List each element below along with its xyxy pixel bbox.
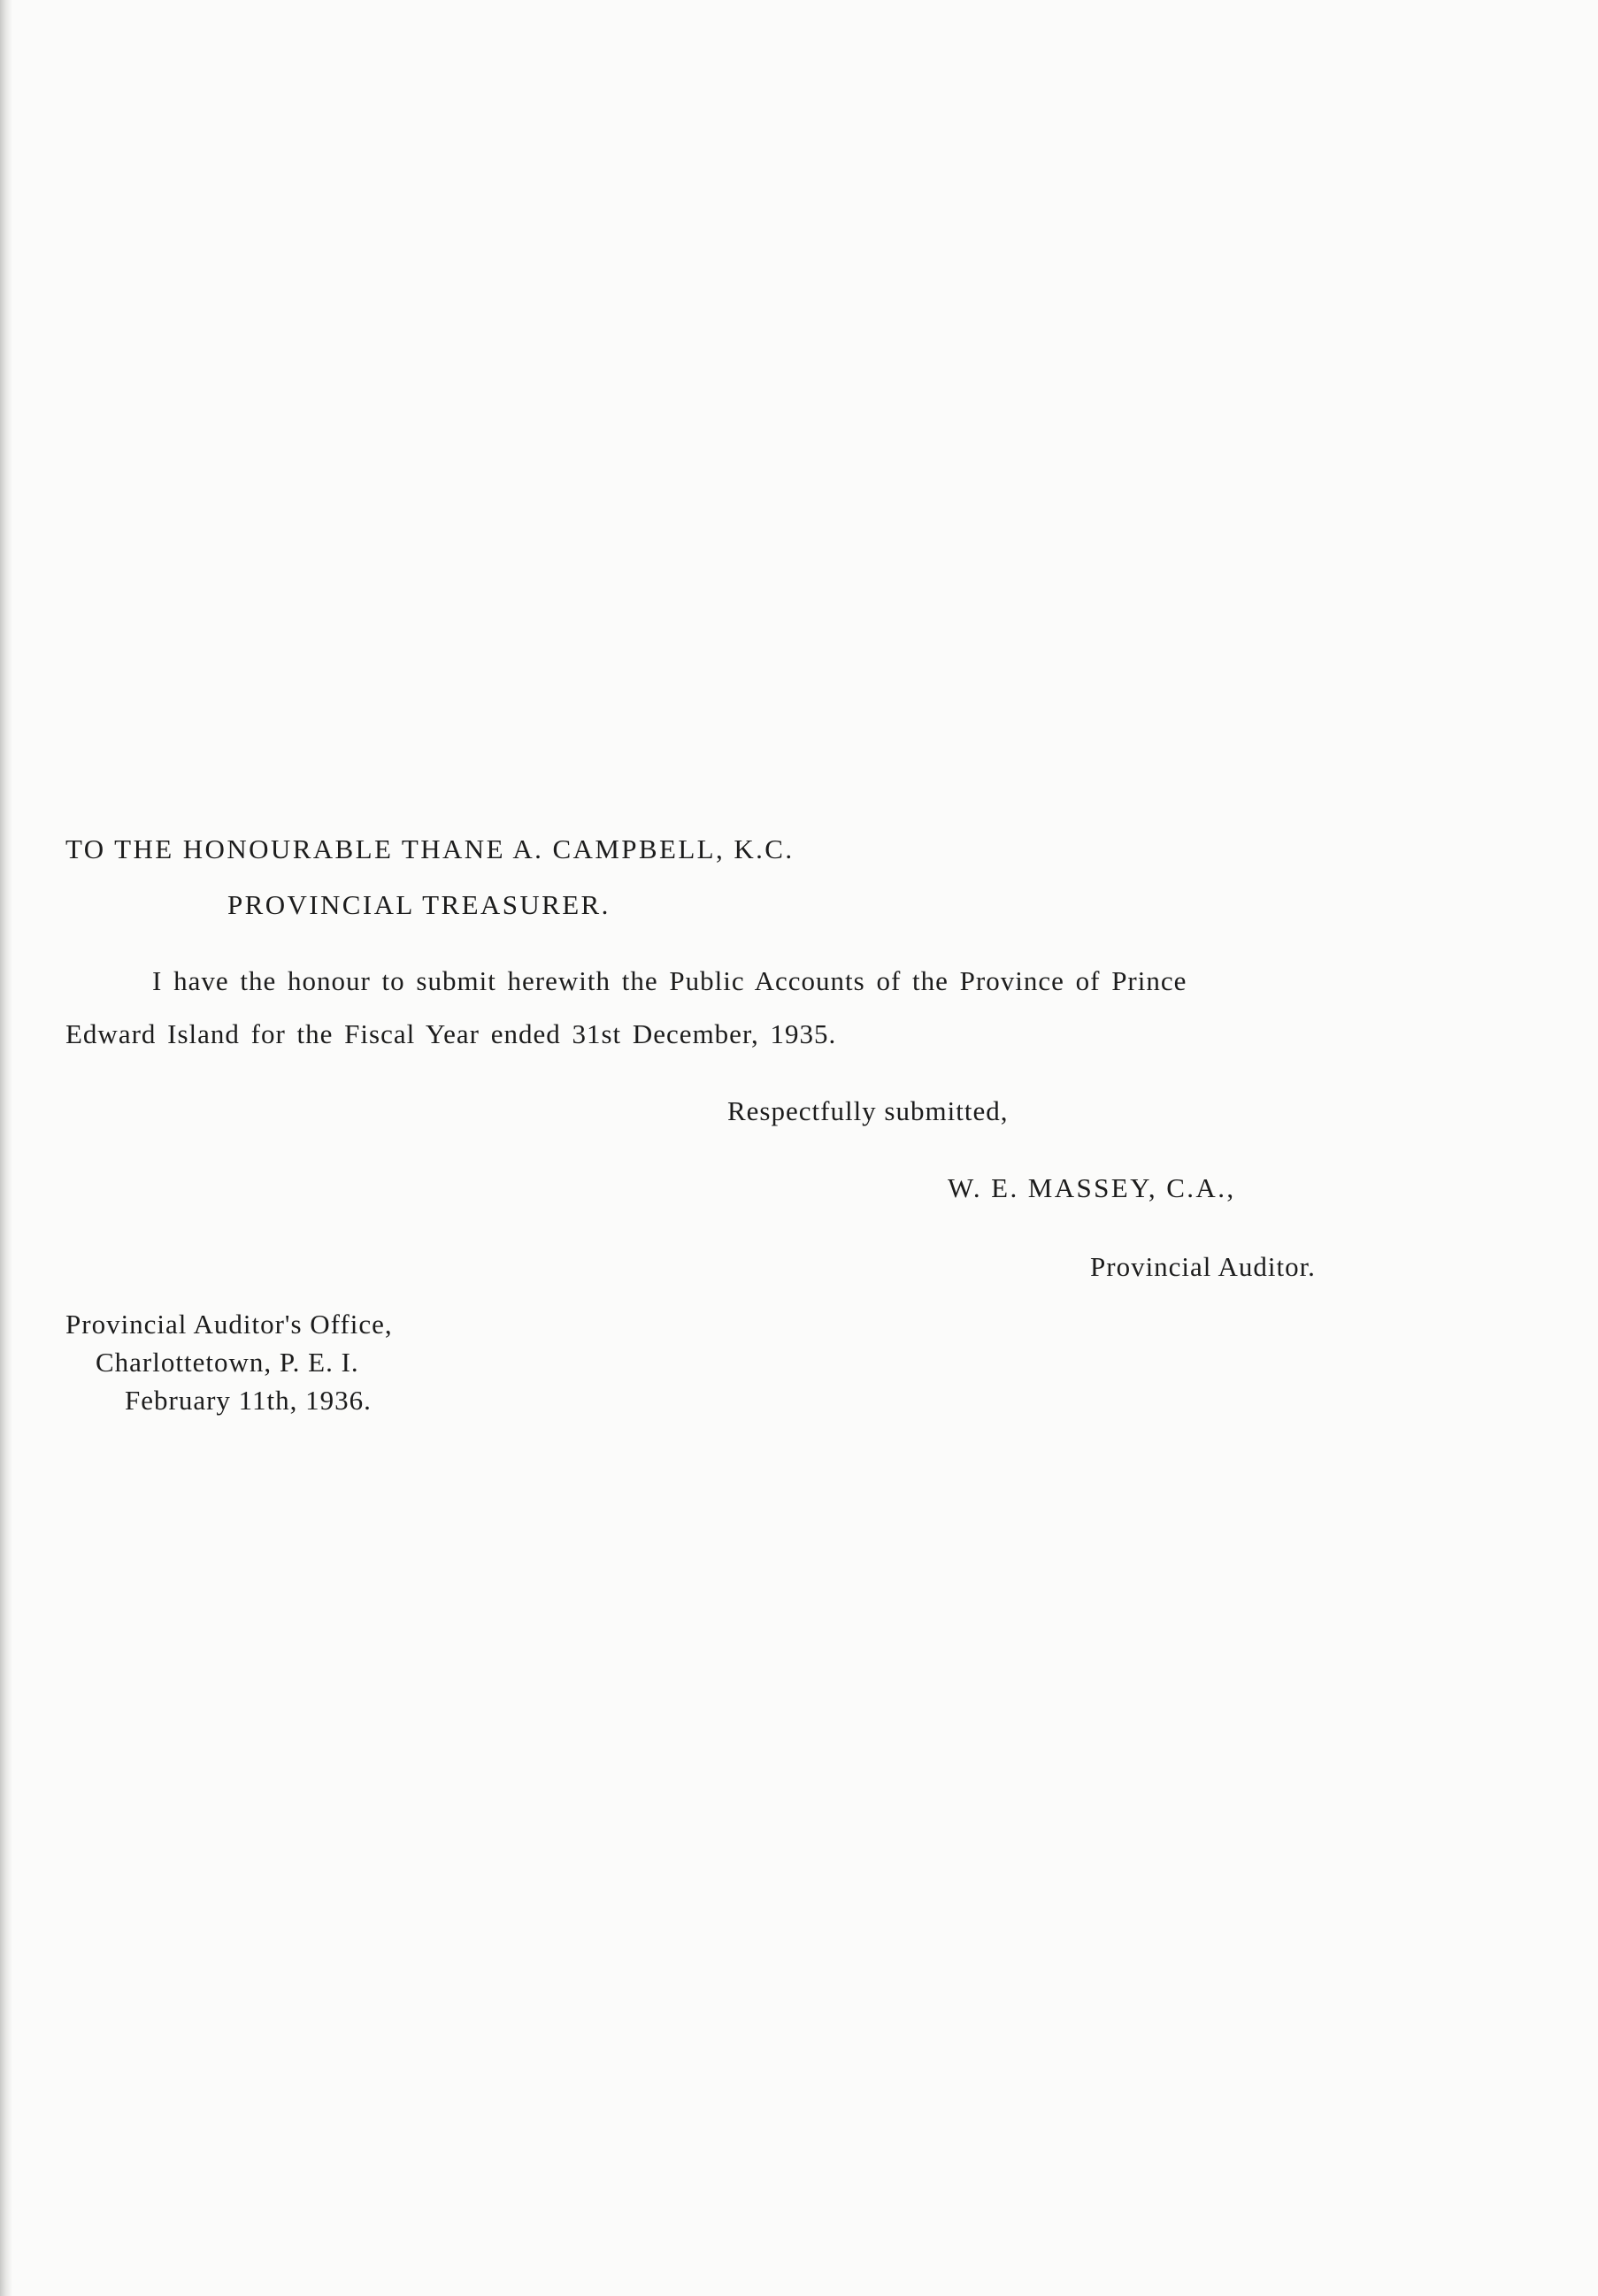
body-line-2: Edward Island for the Fiscal Year ended 31st December, 1935. <box>65 1018 837 1049</box>
office-date-line: February 11th, 1936. <box>125 1385 372 1416</box>
body-line-1: I have the honour to submit herewith the Public Accounts of the Province of Prince <box>152 965 1187 996</box>
office-address-line-1: Provincial Auditor's Office, <box>65 1309 393 1340</box>
scan-edge-shadow <box>0 0 12 2296</box>
addressee-line: TO THE HONOURABLE THANE A. CAMPBELL, K.C. <box>65 833 795 864</box>
closing-line: Respectfully submitted, <box>727 1095 1009 1126</box>
office-address-line-2: Charlottetown, P. E. I. <box>96 1347 359 1378</box>
signatory-title: Provincial Auditor. <box>1090 1251 1316 1282</box>
signatory-name: W. E. MASSEY, C.A., <box>948 1172 1236 1203</box>
addressee-title: PROVINCIAL TREASURER. <box>227 889 611 920</box>
